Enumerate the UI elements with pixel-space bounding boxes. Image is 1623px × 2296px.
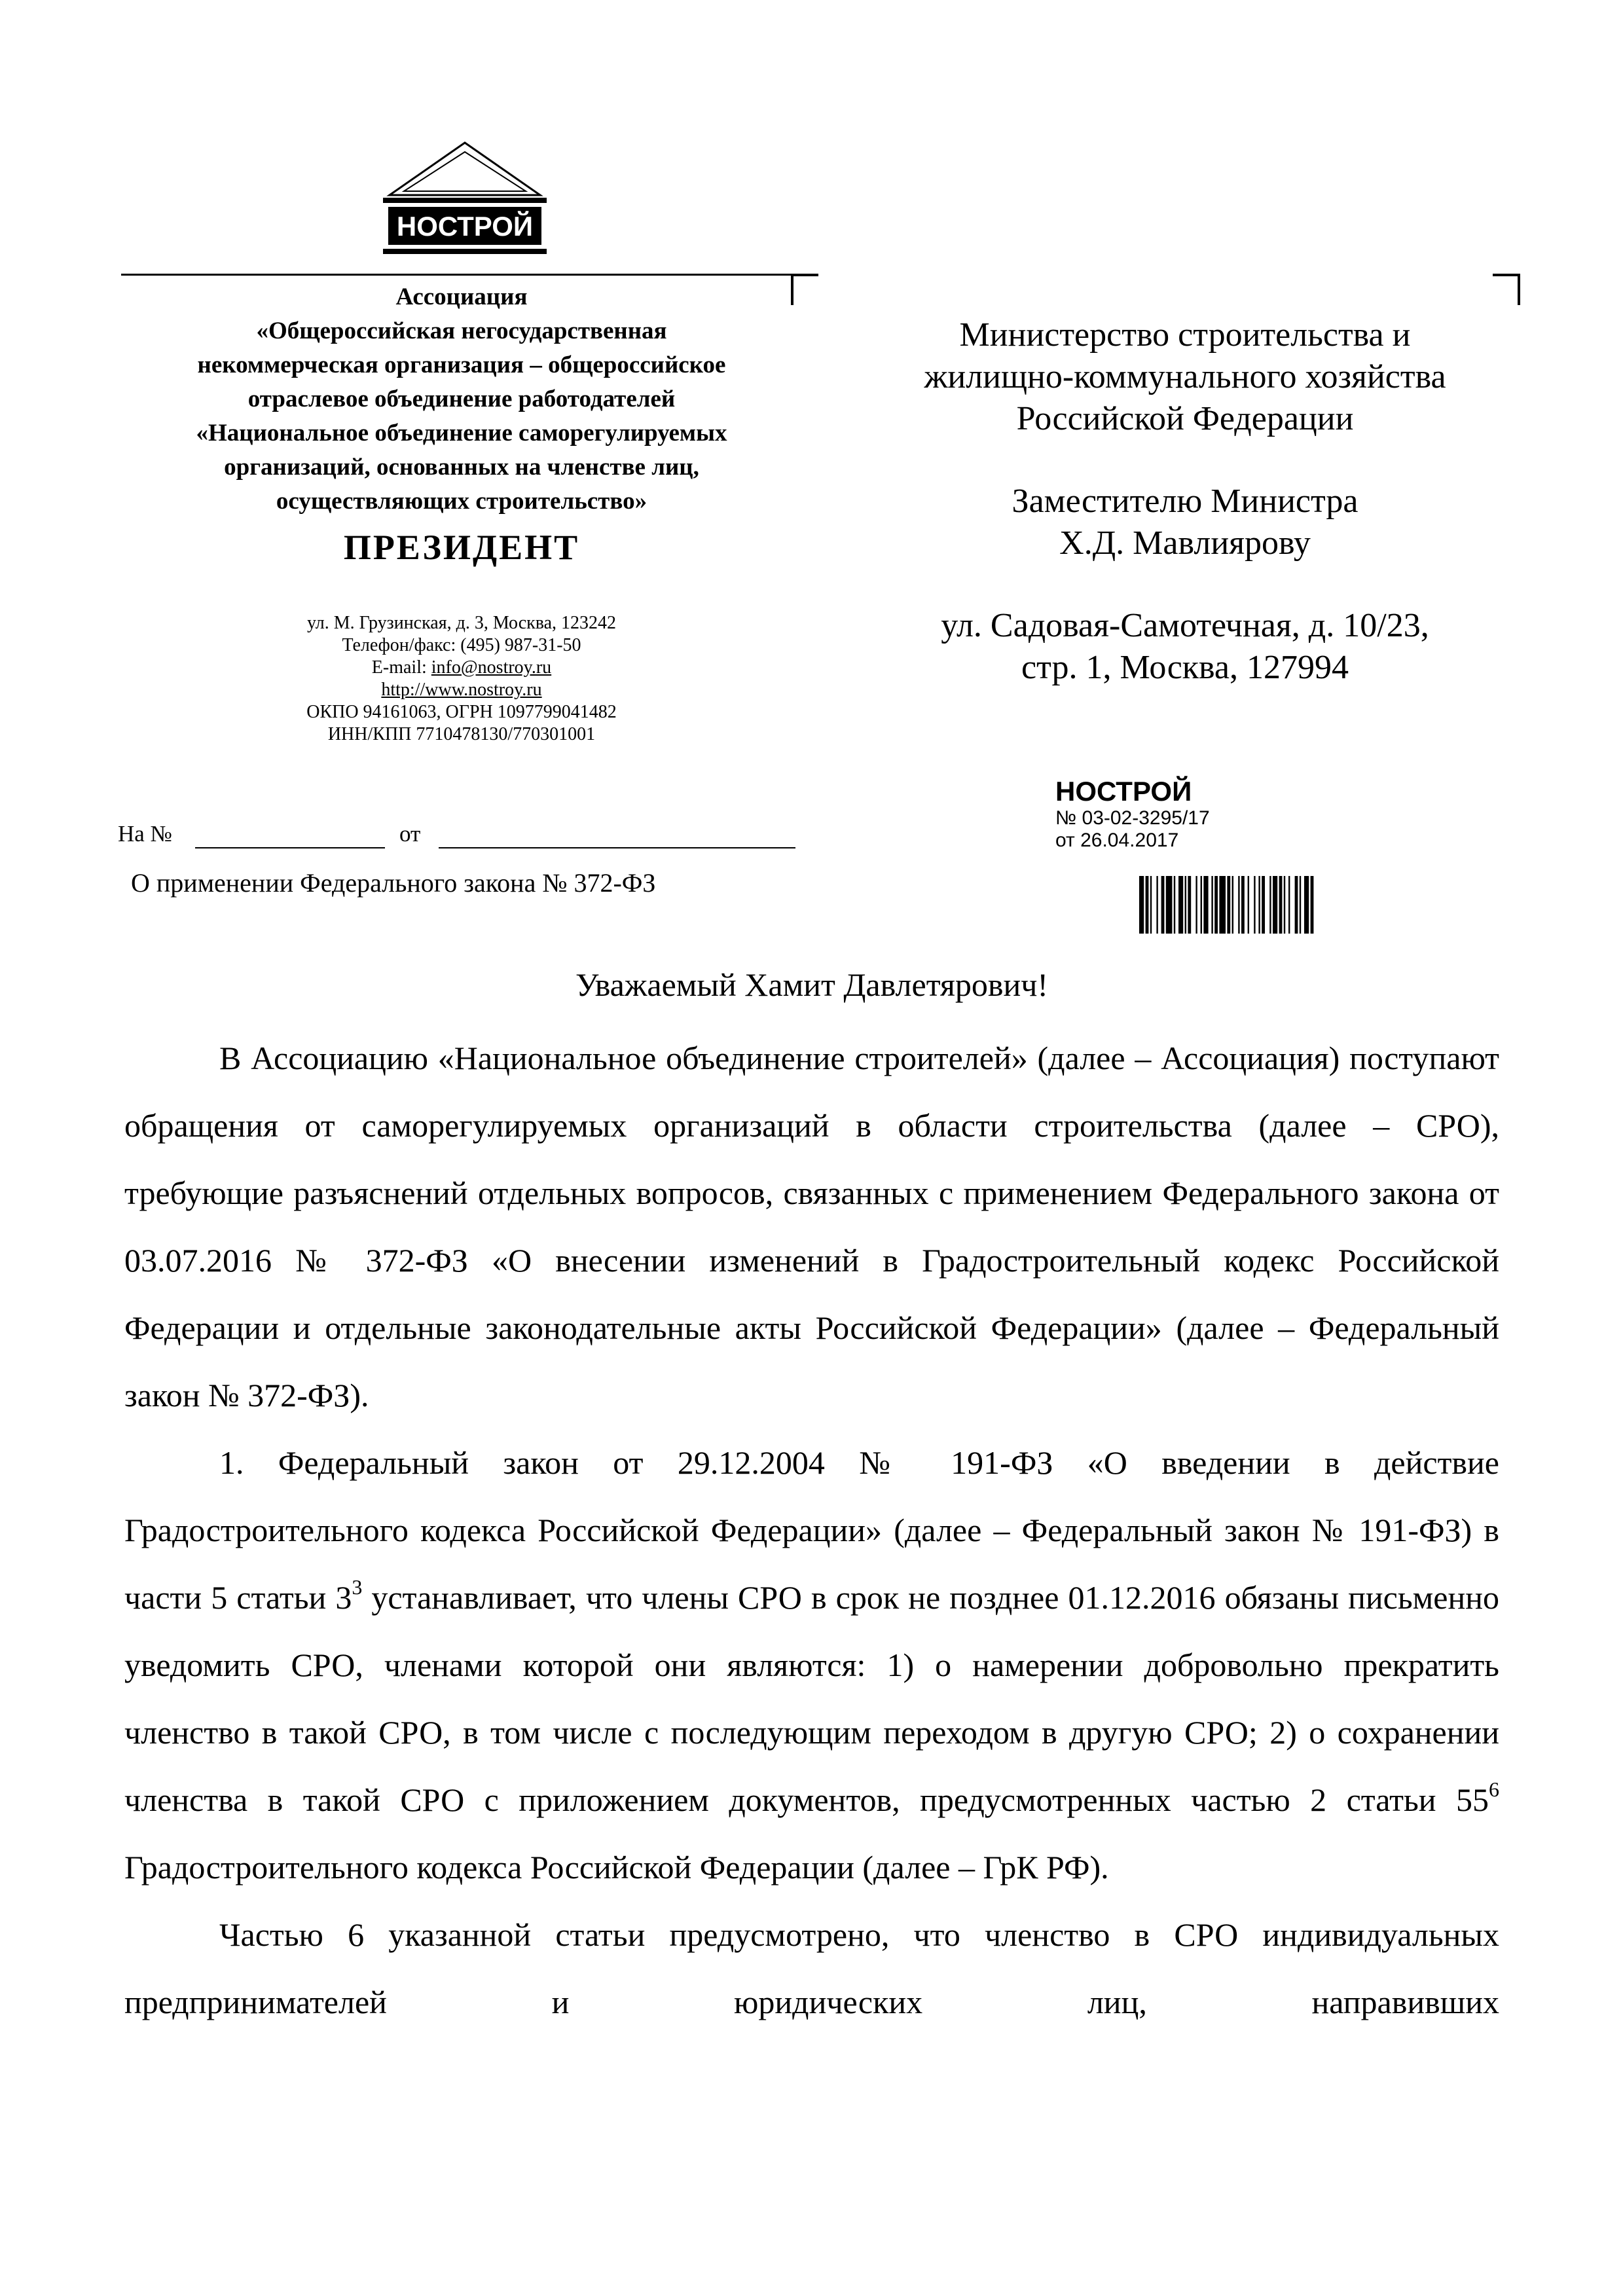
barcode-bar [1161,876,1165,934]
barcode-bar [1304,876,1309,934]
address-corner-left [791,274,818,305]
body-paragraph-1: В Ассоциацию «Национальное объединение строителей» (далее – Ассоциация) поступают обращения от саморегулируемых организаций в области строительства (далее – СРО), требующие разъяснений отдельных вопросов, связанных с применением Федерального закона от 03.07.2016 № 372-ФЗ «О внесении изменений в Градостроительный кодекс Российской Федерации и отдельные законодательные акты Российской Федерации» (далее – Федеральный закон № 372-ФЗ). [124,1040,1499,1413]
barcode-bar [1178,876,1183,934]
body-paragraph-2: 1. Федеральный закон от 29.12.2004 № 191-ФЗ «О введении в действие Градостроительного кодекса Российской Федерации» (далее – Федеральный закон № 191-ФЗ) в части 5 статьи $3^3$ устанавливает, что члены СРО в срок не позднее 01.12.2016 обязаны письменно уведомить СРО, членами которой они являются: 1) о намерении добровольно прекратить членство в такой СРО, в том числе с последующим переходом в другую СРО; 2) о сохранении членства в такой СРО с приложением документов, предусмотренных частью 2 статьи $55^6$ Градостроительного кодекса Российской Федерации (далее – ГрК РФ). [124,1444,1500,1886]
barcode-bar [1284,876,1285,934]
email-label: E-mail: [371,657,427,678]
barcode-bar [1139,876,1144,934]
barcode-bar [1273,876,1277,934]
addressee-address-line: ул. Садовая-Самотечная, д. 10/23, [941,607,1429,644]
barcode-bar [1241,876,1245,934]
body-paragraph-3: Частью 6 указанной статьи предусмотрено, что членство в СРО индивидуальных предпринимателей и юридических лиц, направивших [124,1916,1499,2020]
addressee-block [818,314,1552,689]
barcode-bar [1238,876,1239,934]
barcode-bar [1211,876,1213,934]
superscript: 3 [352,1575,363,1599]
barcode-bar [1295,876,1298,934]
header-rule [121,274,802,276]
superscript: 6 [1489,1777,1499,1802]
sender-email-line [121,657,802,679]
barcode-bar [1195,876,1197,934]
barcode-bar [1227,876,1230,934]
letter-subject: О применении Федерального закона № 372-ФЗ [131,868,656,898]
sender-org-line: некоммерческая организация – общероссийское [197,352,726,378]
reference-line [118,818,805,851]
website-link[interactable]: http://www.nostroy.ru [381,680,542,700]
barcode-bar [1269,876,1271,934]
reference-number-label: На № [118,821,172,847]
sender-org-line: осуществляющих строительство» [276,488,647,515]
addressee-person-line: Заместителю Министра [1012,483,1359,520]
sender-position: ПРЕЗИДЕНТ [343,528,580,567]
barcode-bar [1219,876,1226,934]
sender-address: ул. М. Грузинская, д. 3, Москва, 123242 [306,613,617,633]
barcode-bar [1214,876,1218,934]
stamp-org: НОСТРОЙ [1055,776,1192,807]
reference-date-label: от [399,821,421,847]
barcode-bar [1254,876,1255,934]
sender-org-line: «Национальное объединение саморегулируемых [196,420,727,446]
barcode-bar [1146,876,1149,934]
reference-number-blank [195,847,385,848]
barcode-bar [1185,876,1186,934]
nostroy-logo [376,137,553,262]
addressee-org-line: Министерство строительства и [959,316,1411,354]
sender-org-line: отраслевое объединение работодателей [247,386,676,412]
barcode-bar [1174,876,1175,934]
barcode-bar [1188,876,1191,934]
barcode-bar [1258,876,1260,934]
barcode-bar [1203,876,1208,934]
sender-org-line: организаций, основанных на членстве лиц, [224,454,699,481]
barcode-bar [1262,876,1265,934]
salutation: Уважаемый Хамит Давлетярович! [575,966,1049,1003]
addressee-org-line: Российской Федерации [1016,400,1354,437]
addressee-org-line: жилищно-коммунального хозяйства [924,358,1446,395]
barcode-bar [1156,876,1158,934]
addressee-address-line: стр. 1, Москва, 127994 [1021,649,1349,686]
address-corner-right [1493,274,1520,305]
letter-body [124,1025,1499,2036]
barcode-bar [1150,876,1152,934]
barcode-bar [1232,876,1233,934]
barcode-bar [1311,876,1314,934]
sender-inn-kpp: ИНН/КПП 7710478130/770301001 [327,724,596,744]
sender-phone: Телефон/факс: (495) 987-31-50 [342,635,581,655]
barcode-bar [1279,876,1283,934]
sender-contacts [121,612,802,746]
addressee-person-line: Х.Д. Мавлиярову [1059,524,1311,562]
barcode-bar [1300,876,1301,934]
barcode-bar [1201,876,1202,934]
barcode-bar [1166,876,1173,934]
sender-org-line: «Общероссийская негосударственная [256,318,667,344]
stamp-date: от 26.04.2017 [1055,829,1179,851]
logo-roof [390,143,540,195]
barcode-bar [1288,876,1290,934]
email-link[interactable]: info@nostroy.ru [431,657,552,678]
barcode-bar [1248,876,1249,934]
barcode [1139,876,1359,934]
reference-date-blank [439,847,795,848]
registration-stamp [1055,776,1448,852]
logo-text: НОСТРОЙ [396,211,534,242]
stamp-number: № 03-02-3295/17 [1055,807,1210,829]
sender-okpo-ogrn: ОКПО 94161063, ОГРН 1097799041482 [306,702,617,722]
sender-organization [121,280,802,519]
sender-org-line: Ассоциация [395,283,528,310]
